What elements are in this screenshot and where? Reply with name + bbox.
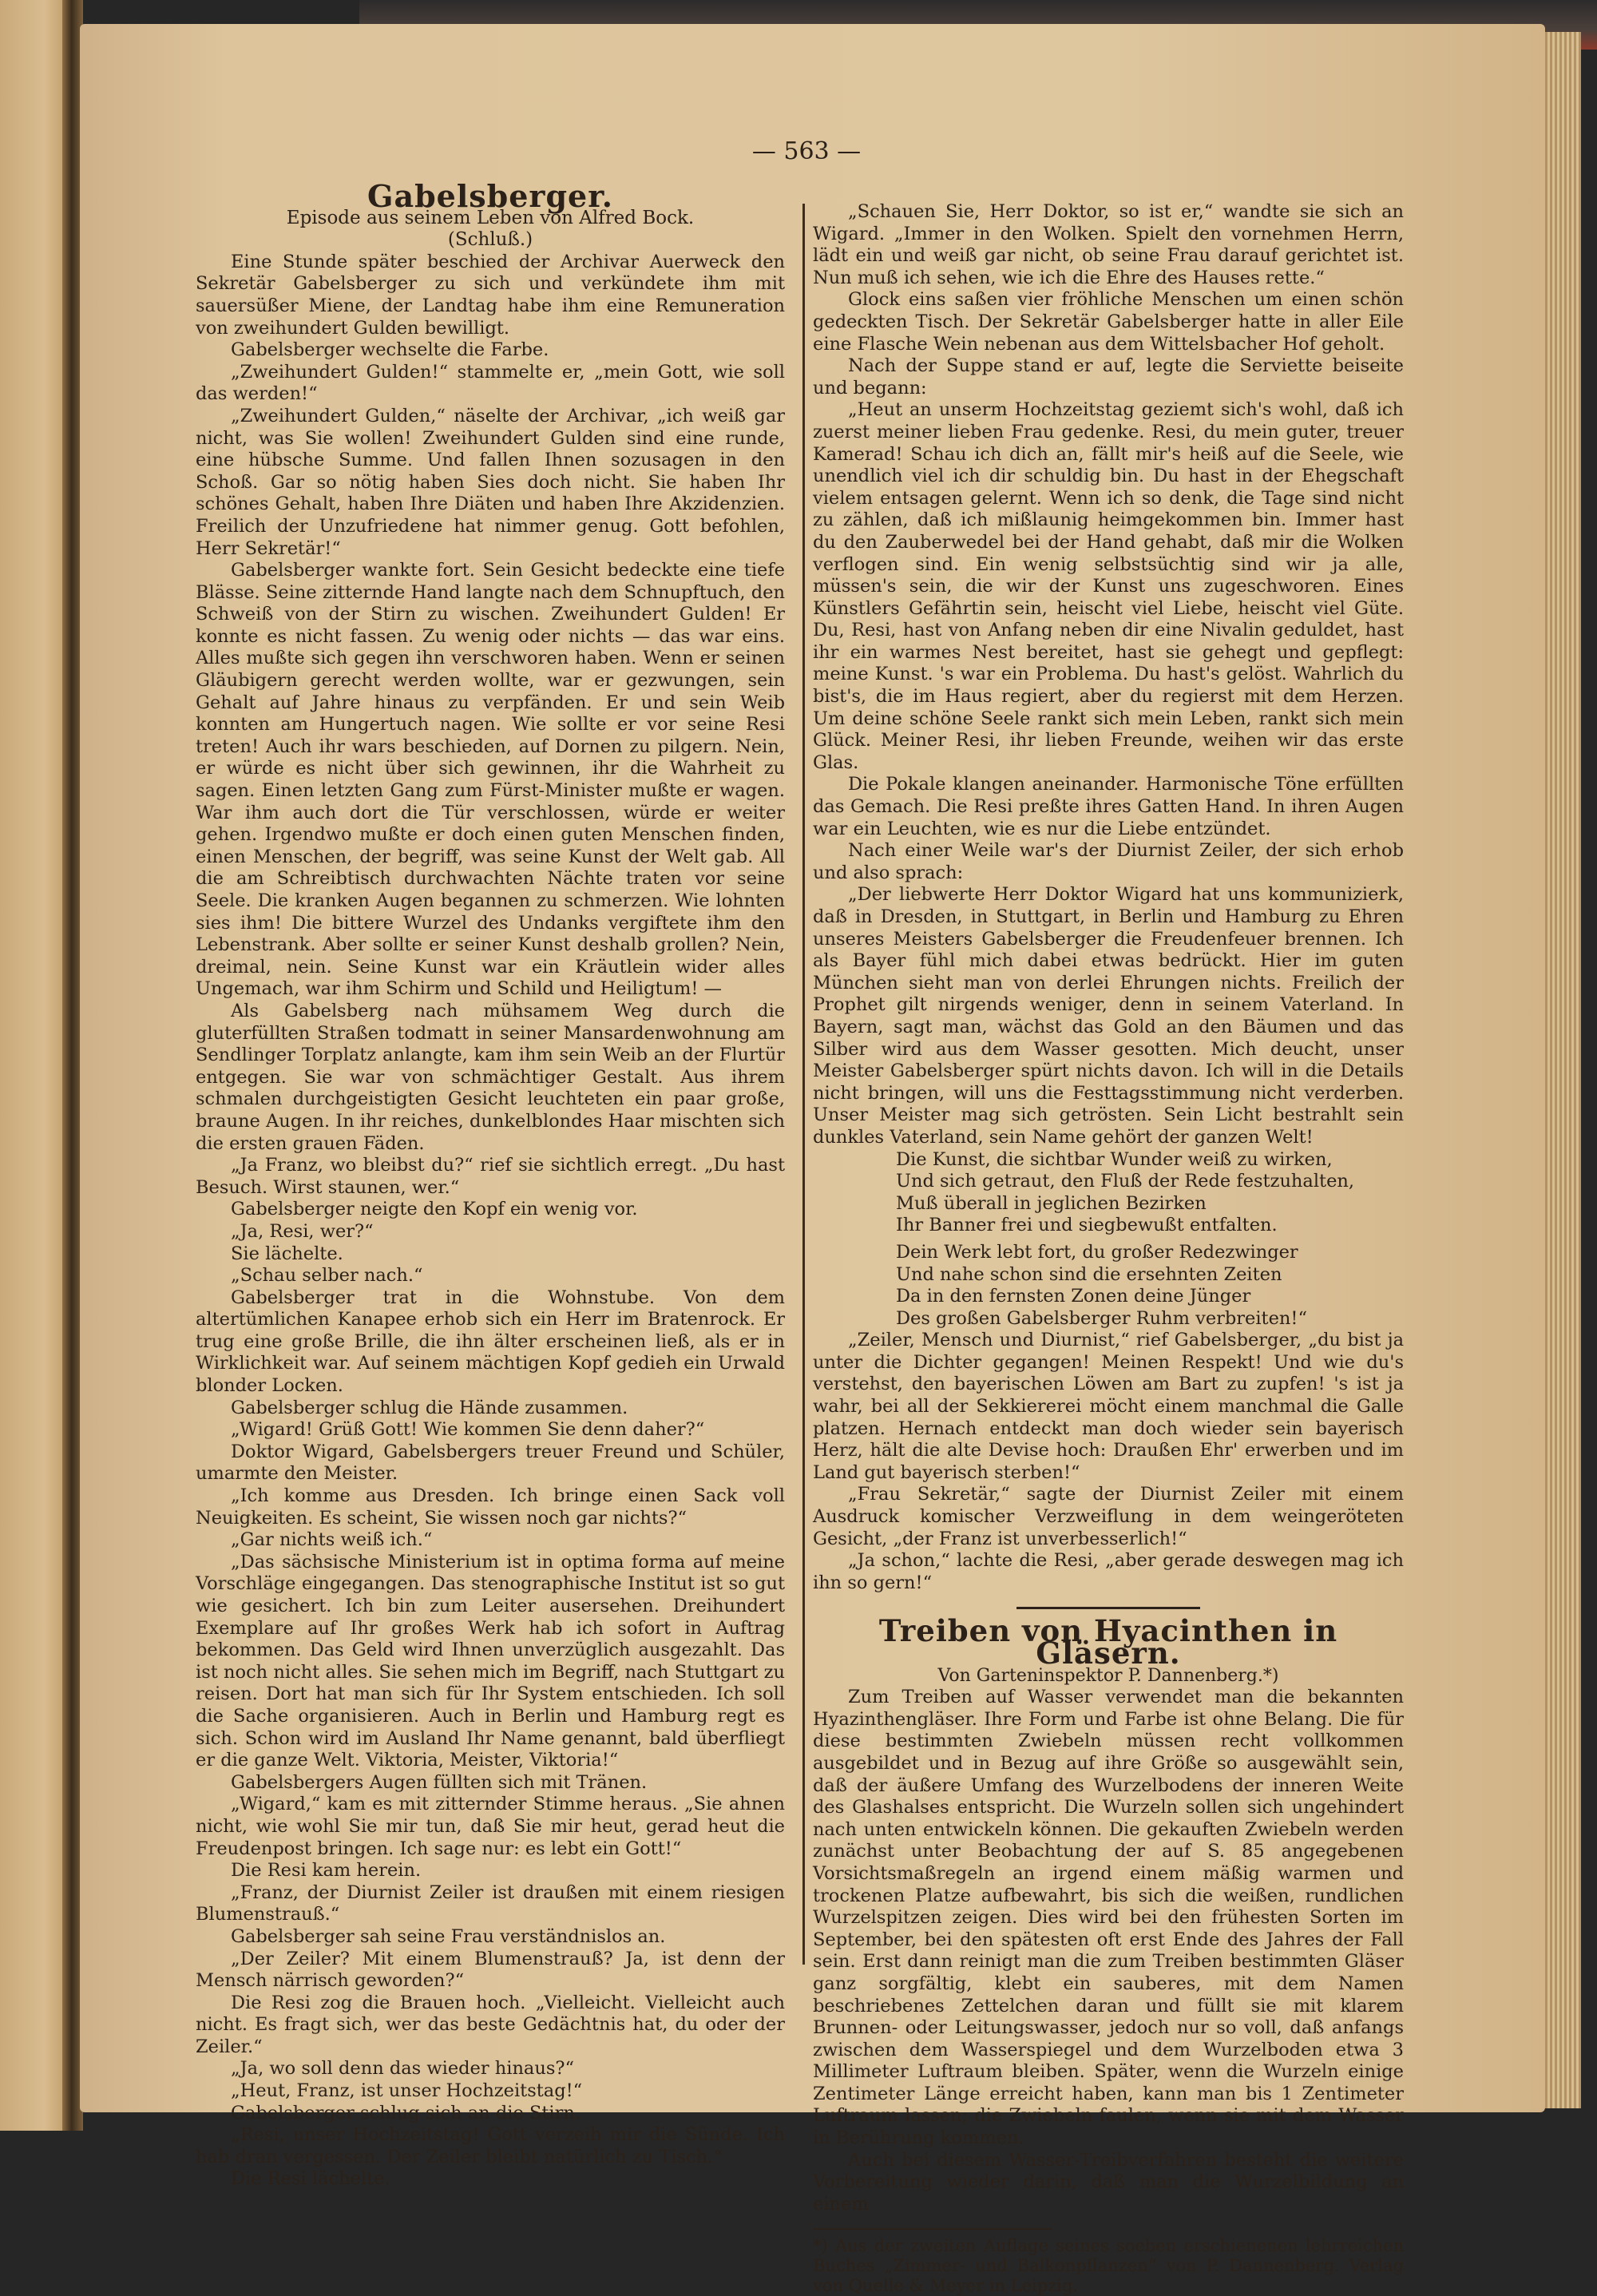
paragraph: „Zeiler, Mensch und Diurnist,“ rief Gabelsberger, „du bist ja unter die Dichter gegangen! Meinen Respekt! Und wie du's verstehst, den bayerischen Löwen am Bart zu zupfen! 's ist ja wahr, bei all der Sekkiererei möcht einem manchmal die Galle platzen. Hernach entdeckt man doch wieder sein bayerisch Herz, hält die alte Devise hoch: Draußen Ehr' erwerben und im Land gut bayerisch sterben!“ — [813, 1330, 1404, 1483]
verse-line: Und sich getraut, den Fluß der Rede festzuhalten, — [896, 1171, 1355, 1192]
paragraph: Nach einer Weile war's der Diurnist Zeiler, der sich erhob und also sprach: — [813, 840, 1404, 883]
left-column — [196, 178, 785, 2191]
paragraph: „Heut, Franz, ist unser Hochzeitstag!“ — [231, 2080, 583, 2102]
paragraph: Gabelsberger wankte fort. Sein Gesicht bedeckte eine tiefe Blässe. Seine zitternde Hand langte nach dem Schnupftuch, den Schweiß von der Stirn zu wischen. Zweihundert Gulden! Er konnte es nicht fassen. Zu wenig oder nichts — das war eins. Alles mußte sich gegen ihn verschworen haben. Wenn er seinen Gläubigern gerecht werden wollte, war er gezwungen, sein Gehalt auf Jahre hinaus zu verpfänden. Er und sein Weib konnten am Hungertuch nagen. Wie sollte er vor seine Resi treten! Auch ihr wars beschieden, auf Dornen zu pilgern. Nein, er würde es nicht über sich gewinnen, ihr die Wahrheit zu sagen. Einen letzten Gang zum Fürst-Minister mußte er wagen. War ihm auch dort die Tür verschlossen, würde er weiter gehen. Irgendwo mußte er doch einen guten Menschen finden, einen Menschen, der begriff, was seine Kunst der Welt gab. All die am Schreibtisch durchwachten Nächte traten vor seine Seele. Die kranken Augen begannen zu schmerzen. Wie lohnten sies ihm! Die bittere Wurzel des Undanks vergiftete ihm den Lebenstrank. Aber sollte er seiner Kunst deshalb grollen? Nein, dreimal, nein. Seine Kunst war ein Kräutlein wider alles Ungemach, war ihm Schirm und Schild und Heiligtum! — — [196, 560, 785, 1000]
verse-line: Ihr Banner frei und siegbewußt entfalten. — [896, 1215, 1278, 1236]
paragraph: Die Resi kam herein. — [231, 1860, 422, 1882]
verse-line: Da in den fernsten Zonen deine Jünger — [896, 1286, 1251, 1307]
right-paragraphs-after-verse — [813, 1330, 1404, 1594]
article-continuation-note: (Schluß.) — [447, 229, 533, 251]
page-block-edge — [1545, 32, 1581, 2108]
paragraph: „Zweihundert Gulden!“ stammelte er, „mein Gott, wie soll das werden!“ — [196, 361, 785, 405]
paragraph: „Ja schon,“ lachte die Resi, „aber gerade deswegen mag ich ihn so gern!“ — [813, 1550, 1404, 1593]
paragraph: Eine Stunde später beschied der Archivar Auerweck den Sekretär Gabelsberger zu sich und verkündete ihm mit sauersüßer Miene, der Landtag habe ihm eine Remuneration von zweihundert Gulden bewilligt. — [196, 251, 785, 339]
verse-line: Muß überall in jeglichen Bezirken — [896, 1192, 1207, 1214]
verse-line: Dein Werk lebt fort, du großer Redezwinger — [896, 1241, 1298, 1263]
paragraph: „Ja, Resi, wer?“ — [231, 1220, 374, 1242]
paragraph: Zum Treiben auf Wasser verwendet man die bekannten Hyazinthengläser. Ihre Form und Farbe ist ohne Belang. Die für diese bestimmten Zwiebeln müssen recht vollkommen ausgebildet und in Bezug auf ihre Größe so ausgewählt sein, daß der äußere Umfang des Wurzelbodens der inneren Weite des Glashalses entspricht. Die Wurzeln sollen sich ungehindert nach unten entwickeln können. Die gekauften Zwiebeln werden zunächst unter Beobachtung der auf S. 85 angegebenen Vorsichtsmaßregeln an irgend einem mäßig warmen und trockenen Platze aufbewahrt, bis sich die weißen, rundlichen Wurzelspitzen zeigen. Dies wird bei den frühesten Sorten im September, bei den spätesten oft erst Ende des Jahres der Fall sein. Erst dann reinigt man die zum Treiben bestimmten Gläser ganz sorgfältig, klebt ein sauberes, mit dem Namen beschriebenes Zettelchen daran und füllt sie mit klarem Brunnen- oder Leitungswasser, jedoch nur so voll, daß anfangs zwischen dem Wasserspiegel und dem Wurzelboden etwa 3 Millimeter Luftraum bleiben. Später, wenn die Wurzeln einige Zentimeter Länge erreicht haben, kann man bis 1 Zentimeter Luftraum lassen; die Zwiebeln faulen, wenn sie mit dem Wasser in Berührung kommen. — [813, 1687, 1404, 2149]
paragraph: „Ja, wo soll denn das wieder hinaus?“ — [231, 2058, 574, 2080]
paragraph: „Frau Sekretär,“ sagte der Diurnist Zeiler mit einem Ausdruck komischer Verzweiflung in dem weingeröteten Gesicht, „der Franz ist unverbesserlich!“ — [813, 1484, 1404, 1549]
paragraph: „Wigard! Grüß Gott! Wie kommen Sie denn daher?“ — [231, 1419, 705, 1441]
footnote: *) Aus der zweiten Auflage seines soeben erschienenen lehrreichen Buches „Zimmer- und Balkonpflanzen“ von P. Dannenberg. Verlag von Quelle & Meyer in Leipzig. — [813, 2236, 1404, 2296]
paragraph: „Wigard,“ kam es mit zitternder Stimme heraus. „Sie ahnen nicht, wie wohl Sie mir tun, daß Sie mir heut, gerad heut die Freudenpost bringen. Ich sage nur: es lebt ein Gott!“ — [196, 1794, 785, 1859]
paragraph: Auch bei diesem Wasser-Treibverfahren besteht die weitere Vorbereitung wieder darin, daß man die Wurzelbildung an einem — [813, 2149, 1404, 2215]
right-paragraphs-before-verse — [813, 201, 1404, 1149]
paragraph: „Ich komme aus Dresden. Ich bringe einen Sack voll Neuigkeiten. Es scheint, Sie wissen noch gar nichts?“ — [196, 1485, 785, 1529]
paragraph: „Das sächsische Ministerium ist in optima forma auf meine Vorschläge eingegangen. Das stenographische Institut ist so gut wie gesichert. Ich bin zum Leiter ausersehen. Dreihundert Exemplare auf Ihr großes Werk hab ich sofort in Auftrag bekommen. Das Geld wird Ihnen unverzüglich ausgezahlt. Das ist noch nicht alles. Sie sehen mich im Begriff, nach Stuttgart zu reisen. Dort hat man sich für Ihr System entschieden. Ich soll die Sache organisieren. Auch in Berlin und Hamburg regt es sich. Schon wird im Ausland Ihr Name genannt, bald überfliegt er die ganze Welt. Viktoria, Meister, Viktoria!“ — [196, 1551, 785, 1771]
article-subtitle: Episode aus seinem Leben von Alfred Bock. — [286, 207, 695, 228]
paragraph: „Gar nichts weiß ich.“ — [231, 1529, 433, 1551]
paragraph: „Schau selber nach.“ — [231, 1265, 423, 1287]
paragraph: „Heut an unserm Hochzeitstag geziemt sich's wohl, daß ich zuerst meiner lieben Frau gedenke. Resi, du mein guter, treuer Kamerad! Schau ich dich an, fällt mir's heiß auf die Seele, wie unendlich viel ich dir schuldig bin. Du hast in der Ehegschaft vielem entsagen gelernt. Wenn ich so denk, die Tage sind nicht zu zählen, daß ich mißlaunig heimgekommen bin. Immer hast du den Zauberwedel bei der Hand gehabt, daß mir die Wolken verflogen sind. Ein wenig selbstsüchtig sind wir ja alle, müssen's sein, die wir der Kunst uns zugeschworen. Eines Künstlers Gefährtin sein, heischt viel Liebe, heischt viel Güte. Du, Resi, hast von Anfang neben dir eine Nivalin geduldet, hast ihr ein warmes Nest bereitet, hast sie gehegt und gepflegt: meine Kunst. 's war ein Problema. Du hast's gelöst. Wahrlich du bist's, die im Haus regiert, aber du regierst mit dem Herzen. Um deine schöne Seele rankt sich mein Leben, rankt sich mein Glück. Meiner Resi, ihr lieben Freunde, weihen wir das erste Glas. — [813, 399, 1404, 773]
second-article-byline: Von Garteninspektor P. Dannenberg.*) — [937, 1665, 1279, 1686]
paragraph: Gabelsberger trat in die Wohnstube. Von dem altertümlichen Kanapee erhob sich ein Herr im Bratenrock. Er trug eine große Brille, die ihn älter erscheinen ließ, als er in Wirklichkeit war. Auf seinem mächtigen Kopf gedieh ein Urwald blonder Locken. — [196, 1287, 785, 1397]
paragraph: Gabelsbergers Augen füllten sich mit Tränen. — [231, 1771, 648, 1793]
article-title: Gabelsberger. — [367, 178, 613, 214]
column-divider — [802, 204, 805, 1965]
paragraph: Als Gabelsberg nach mühsamem Weg durch die gluterfüllten Straßen todmatt in seiner Mansardenwohnung am Sendlinger Torplatz anlangte, kam ihm sein Weib an der Flurtür entgegen. Sie war von schmächtiger Gestalt. Aus ihrem schmalen durchgeistigten Gesicht leuchteten ein paar große, braune Augen. In ihr reiches, dunkelblondes Haar mischten sich die ersten grauen Fäden. — [196, 1000, 785, 1154]
paragraph: Die Resi zog die Brauen hoch. „Vielleicht. Vielleicht auch nicht. Es fragt sich, wer das beste Gedächtnis hat, du oder der Zeiler.“ — [196, 1992, 785, 2057]
paragraph: Gabelsberger schlug die Hände zusammen. — [231, 1397, 628, 1418]
paragraph: Sie lächelte. — [231, 1243, 343, 1264]
paragraph: Die Pokale klangen aneinander. Harmonische Töne erfüllten das Gemach. Die Resi preßte ihres Gatten Hand. In ihren Augen war ein Leuchten, wie es nur die Liebe entzündet. — [813, 774, 1404, 839]
paragraph: Gabelsberger neigte den Kopf ein wenig vor. — [231, 1199, 638, 1220]
paragraph: Nach der Suppe stand er auf, legte die Serviette beiseite und begann: — [813, 355, 1404, 399]
paragraph: „Franz, der Diurnist Zeiler ist draußen mit einem riesigen Blumenstrauß.“ — [196, 1882, 785, 1925]
verse-line: Die Kunst, die sichtbar Wunder weiß zu wirken, — [896, 1148, 1333, 1170]
second-article-title: Treiben von Hyacinthen in Gläsern. — [878, 1613, 1338, 1671]
verse-line: Und nahe schon sind die ersehnten Zeiten — [896, 1263, 1282, 1285]
verse-line: Des großen Gabelsberger Ruhm verbreiten!“ — [896, 1307, 1307, 1329]
paragraph: „Zweihundert Gulden,“ näselte der Archivar, „ich weiß gar nicht, was Sie wollen! Zweihundert Gulden sind eine runde, eine hübsche Summe. Und fallen Ihnen sozusagen in den Schoß. Gar so nötig haben Sies doch nicht. Sie haben Ihr schönes Gehalt, haben Ihre Diäten und haben Ihre Akzidenzien. Freilich der Unzufriedene hat nimmer genug. Gott befohlen, Herr Sekretär!“ — [196, 405, 785, 559]
paragraph: Die Resi lächelte. — [231, 2168, 390, 2190]
second-article-paragraphs — [813, 1687, 1404, 2215]
paragraph: „Der Zeiler? Mit einem Blumenstrauß? Ja, ist denn der Mensch närrisch geworden?“ — [196, 1948, 785, 1992]
poem-verse — [813, 1149, 1404, 1330]
paragraph: „Der liebwerte Herr Doktor Wigard hat uns kommunizierk, daß in Dresden, in Stuttgart, in Berlin und Hamburg zu Ehren unseres Meisters Gabelsberger die Freudenfeuer brennen. Ich als Bayer fühl mich dabei etwas bedrückt. Hier im guten München sieht man von derlei Ehrungen nichts. Freilich der Prophet gilt nirgends weniger, denn in seinem Vaterland. In Bayern, sagt man, wächst das Gold an den Bäumen und das Silber wird aus dem Wasser gesotten. Mich deucht, unser Meister Gabelsberger spürt nichts davon. Ich will in die Details nicht bringen, will uns die Festtagsstimmung nicht verderben. Unser Meister mag sich getrösten. Sein Licht bestrahlt sein dunkles Vaterland, sein Name gehört der ganzen Welt! — [813, 884, 1404, 1148]
paragraph: Gabelsberger schlug sich an die Stirn. — [231, 2102, 581, 2124]
paragraph: „Ja Franz, wo bleibst du?“ rief sie sichtlich erregt. „Du hast Besuch. Wirst staunen, wer.“ — [196, 1155, 785, 1198]
footnote-rule — [813, 2228, 1052, 2230]
article-separator — [1016, 1607, 1200, 1609]
paragraph: Gabelsberger sah seine Frau verständnislos an. — [231, 1925, 666, 1947]
paragraph: „Resi, unser Hochzeitstag! Gott verzeih mir die Sünde. Ich hab dran vergessen. Der Zeiler bleibt natürlich zu Tisch.“ — [196, 2124, 785, 2167]
left-paragraphs — [196, 252, 785, 2191]
right-column — [813, 201, 1404, 2296]
page-number: — 563 — — [751, 137, 862, 165]
paragraph: Gabelsberger wechselte die Farbe. — [231, 339, 549, 361]
paragraph: „Schauen Sie, Herr Doktor, so ist er,“ wandte sie sich an Wigard. „Immer in den Wolken. Spielt den vornehmen Herrn, lädt ein und weiß gar nicht, ob seine Frau darauf gerichtet ist. Nun muß ich sehen, wie ich die Ehre des Hauses rette.“ — [813, 201, 1404, 288]
paragraph: Doktor Wigard, Gabelsbergers treuer Freund und Schüler, umarmte den Meister. — [196, 1441, 785, 1485]
paragraph: Glock eins saßen vier fröhliche Menschen um einen schön gedeckten Tisch. Der Sekretär Gabelsberger hatte in aller Eile eine Flasche Wein nebenan aus dem Wittelsbacher Hof geholt. — [813, 289, 1404, 355]
